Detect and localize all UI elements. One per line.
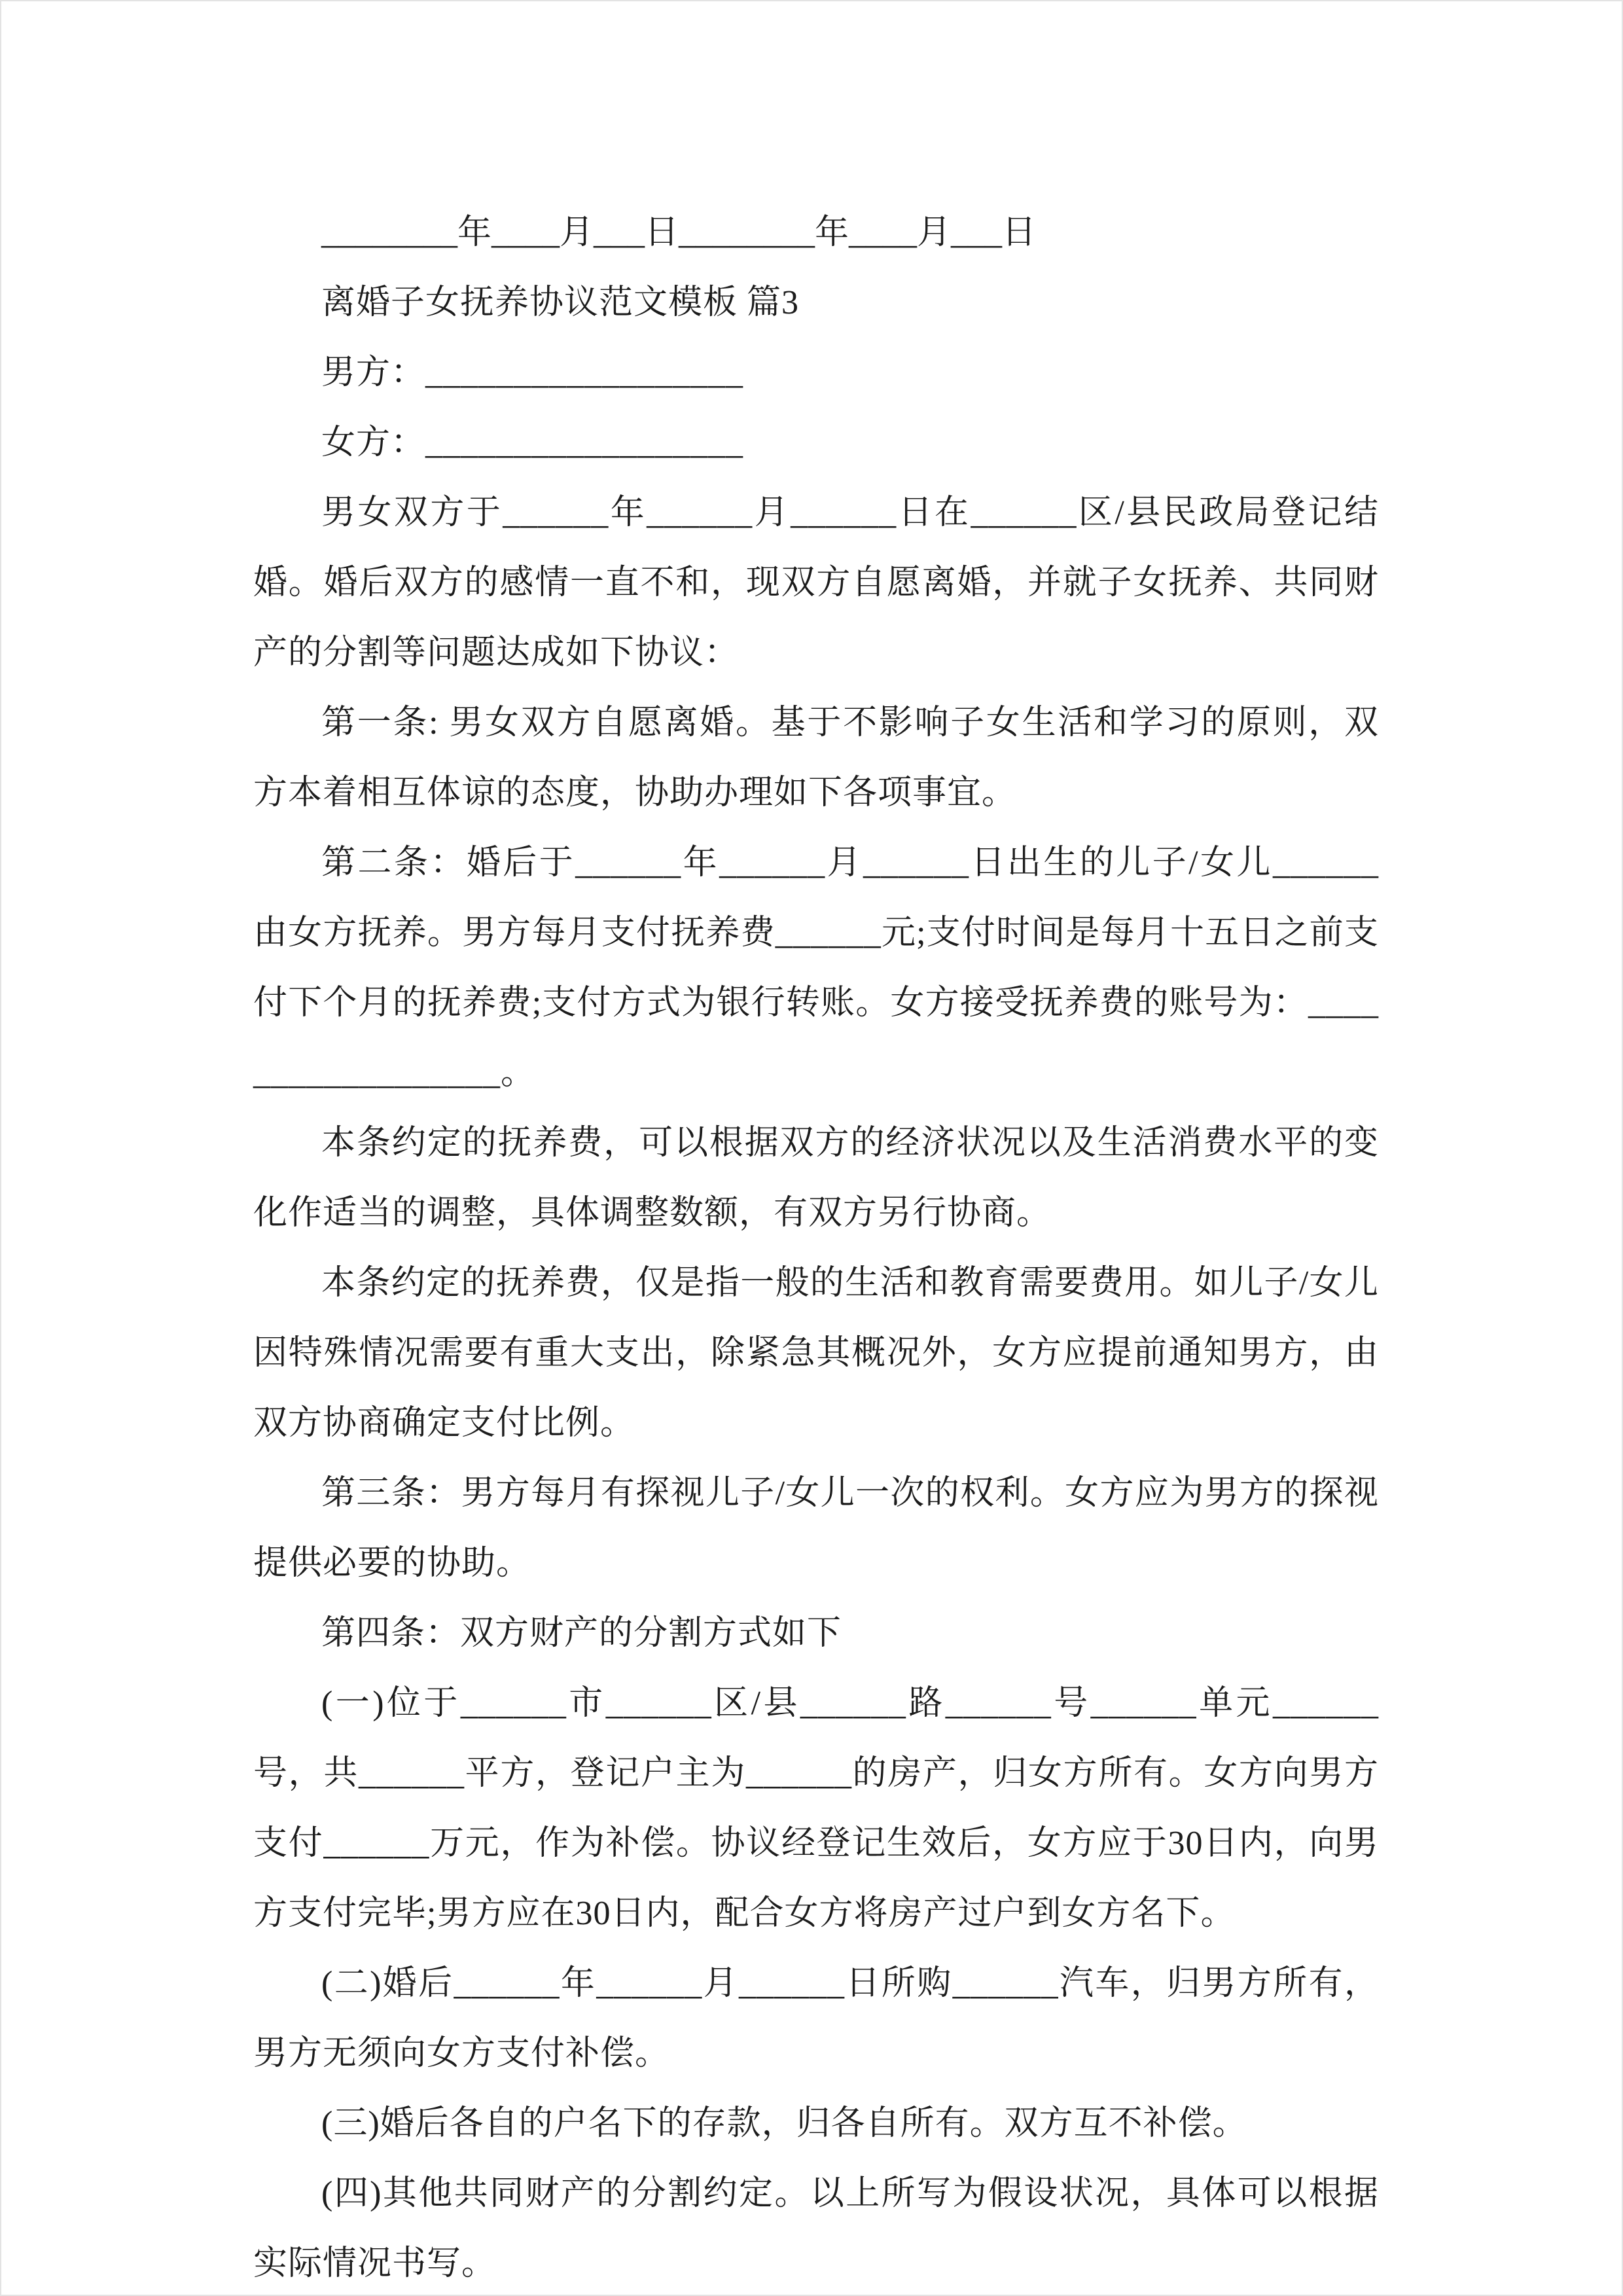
clause-3-paragraph: 第三条：男方每月有探视儿子/女儿一次的权利。女方应为男方的探视提供必要的协助。 xyxy=(253,1475,1379,1582)
clause-4-item-2-paragraph: (二)婚后______年______月______日所购______汽车，归男方所有，男方无须向女方支付补偿。 xyxy=(253,1965,1379,2072)
party-female-line: 女方：__________________ xyxy=(321,424,744,461)
party-male-line: 男方：__________________ xyxy=(321,354,744,391)
preamble-paragraph: 男女双方于______年______月______日在______区/县民政局登记结婚。婚后双方的感情一直不和，现双方自愿离婚，并就子女抚养、共同财产的分割等问题达成如下协议： xyxy=(253,494,1379,672)
clause-4-heading: 第四条：双方财产的分割方式如下 xyxy=(321,1615,842,1652)
clause-1-paragraph: 第一条: 男女双方自愿离婚。基于不影响子女生活和学习的原则，双方本着相互体谅的态度，协助办理如下各项事宜。 xyxy=(253,704,1379,812)
clause-4-item-1-paragraph: (一)位于______市______区/县______路______号______单元______号，共______平方，登记户主为______的房产，归女方所有。女方向男方支付______万元，作为补偿。协议经登记生效后，女方应于30日内，向男方支付完毕;男方应在30日内，配合女方将房产过户到女方名下。 xyxy=(253,1685,1379,1932)
document-body xyxy=(253,198,1379,2296)
clause-4-item-3-paragraph: (三)婚后各自的户名下的存款，归各自所有。双方互不补偿。 xyxy=(321,2105,1247,2142)
clause-2-adjustment-paragraph: 本条约定的抚养费，可以根据双方的经济状况以及生活消费水平的变化作适当的调整，具体调整数额，有双方另行协商。 xyxy=(253,1124,1379,1232)
date-signature-line: ________年____月___日________年____月___日 xyxy=(321,214,1037,251)
clause-2-paragraph: 第二条：婚后于______年______月______日出生的儿子/女儿______由女方抚养。男方每月支付抚养费______元;支付时间是每月十五日之前支付下个月的抚养费;支付方式为银行转账。女方接受抚养费的账号为：__________________。 xyxy=(253,844,1379,1092)
clause-2-special-expense-paragraph: 本条约定的抚养费，仅是指一般的生活和教育需要费用。如儿子/女儿因特殊情况需要有重大支出，除紧急其概况外，女方应提前通知男方，由双方协商确定支付比例。 xyxy=(253,1265,1379,1442)
document-title: 离婚子女抚养协议范文模板 篇3 xyxy=(321,284,800,321)
clause-4-item-4-paragraph: (四)其他共同财产的分割约定。以上所写为假设状况，具体可以根据实际情况书写。 xyxy=(253,2175,1379,2282)
